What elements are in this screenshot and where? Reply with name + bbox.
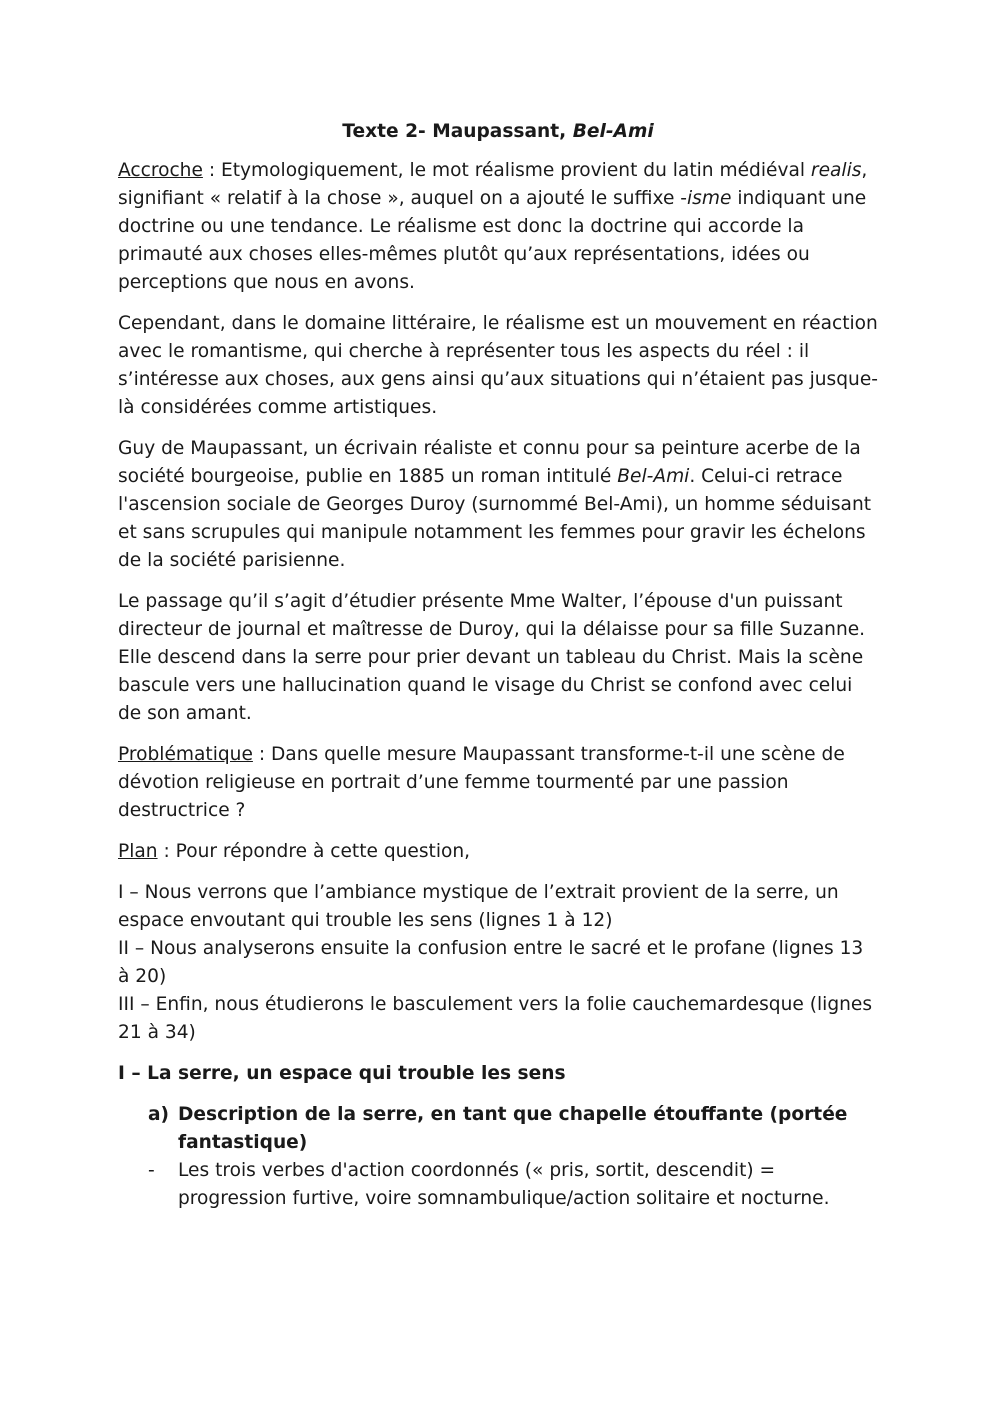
title-prefix: Texte 2- Maupassant,	[342, 121, 573, 142]
accroche-isme: isme	[687, 188, 732, 209]
subsection-a	[148, 1101, 878, 1157]
title-work: Bel-Ami	[572, 121, 654, 142]
paragraph-accroche	[118, 157, 878, 297]
bullet-text: Les trois verbes d'action coordonnés (« pris, sortit, descendit) = progression furtive, voire somnambulique/action solitaire et nocturne.	[178, 1160, 830, 1209]
subsection-a-title: Description de la serre, en tant que chapelle étouffante (portée fantastique)	[178, 1104, 848, 1153]
guy-work-title: Bel-Ami	[617, 466, 690, 487]
section-heading-1: I – La serre, un espace qui trouble les sens	[118, 1063, 566, 1084]
accroche-text-1: : Etymologiquement, le mot réalisme provient du latin médiéval	[202, 160, 811, 181]
accroche-realis: realis	[810, 160, 862, 181]
document-title	[118, 118, 878, 146]
guy-text-1: Guy de Maupassant, un écrivain réaliste et connu pour sa peinture acerbe de la société bourgeoise, publie en 1885 un roman intitulé	[118, 438, 861, 487]
accroche-text-3: indiquant une doctrine ou une tendance. Le réalisme est donc la doctrine qui accorde la primauté aux choses elles-mêmes plutôt qu’aux représentations, idées ou perceptions que nous en avons.	[118, 188, 867, 293]
accroche-label: Accroche	[118, 160, 203, 181]
accroche-text-2: , signifiant « relatif à la chose », auquel on a ajouté le suffixe -	[118, 160, 868, 209]
bullet-item	[118, 1157, 878, 1213]
document-page	[118, 118, 878, 1213]
guy-text-2: . Celui-ci retrace l'ascension sociale de Georges Duroy (surnommé Bel-Ami), un homme séduisant et sans scrupules qui manipule notamment les femmes pour gravir les échelons de la société parisienne.	[118, 466, 872, 571]
plan-intro: : Pour répondre à cette question,	[157, 841, 471, 862]
plan-item-1: I – Nous verrons que l’ambiance mystique de l’extrait provient de la serre, un espace envoutant qui trouble les sens (lignes 1 à 12)	[118, 882, 839, 931]
plan-item-2: II – Nous analyserons ensuite la confusion entre le sacré et le profane (lignes 13 à 20)	[118, 938, 864, 987]
subsection-a-marker: a)	[148, 1104, 170, 1125]
plan-label: Plan	[118, 841, 158, 862]
paragraph-problematique	[118, 741, 878, 825]
paragraph-passage: Le passage qu’il s’agit d’étudier présente Mme Walter, l’épouse d'un puissant directeur de journal et maîtresse de Duroy, qui la délaisse pour sa fille Suzanne. Elle descend dans la serre pour prier devant un tableau du Christ. Mais la scène bascule vers une hallucination quand le visage du Christ se confond avec celui de son amant.	[118, 591, 866, 724]
plan-list	[118, 879, 878, 1047]
paragraph-cependant: Cependant, dans le domaine littéraire, le réalisme est un mouvement en réaction avec le romantisme, qui cherche à représenter tous les aspects du réel : il s’intéresse aux choses, aux gens ainsi qu’aux situations qui n’étaient pas jusque-là considérées comme artistiques.	[118, 313, 878, 418]
paragraph-plan	[118, 838, 878, 866]
bullet-dash: -	[148, 1160, 155, 1181]
problematique-text: : Dans quelle mesure Maupassant transforme-t-il une scène de dévotion religieuse en portrait d’une femme tourmenté par une passion destructrice ?	[118, 744, 845, 821]
plan-item-3: III – Enfin, nous étudierons le basculement vers la folie cauchemardesque (lignes 21 à 34)	[118, 994, 873, 1043]
problematique-label: Problématique	[118, 744, 253, 765]
paragraph-guy-de-maupassant	[118, 435, 878, 575]
